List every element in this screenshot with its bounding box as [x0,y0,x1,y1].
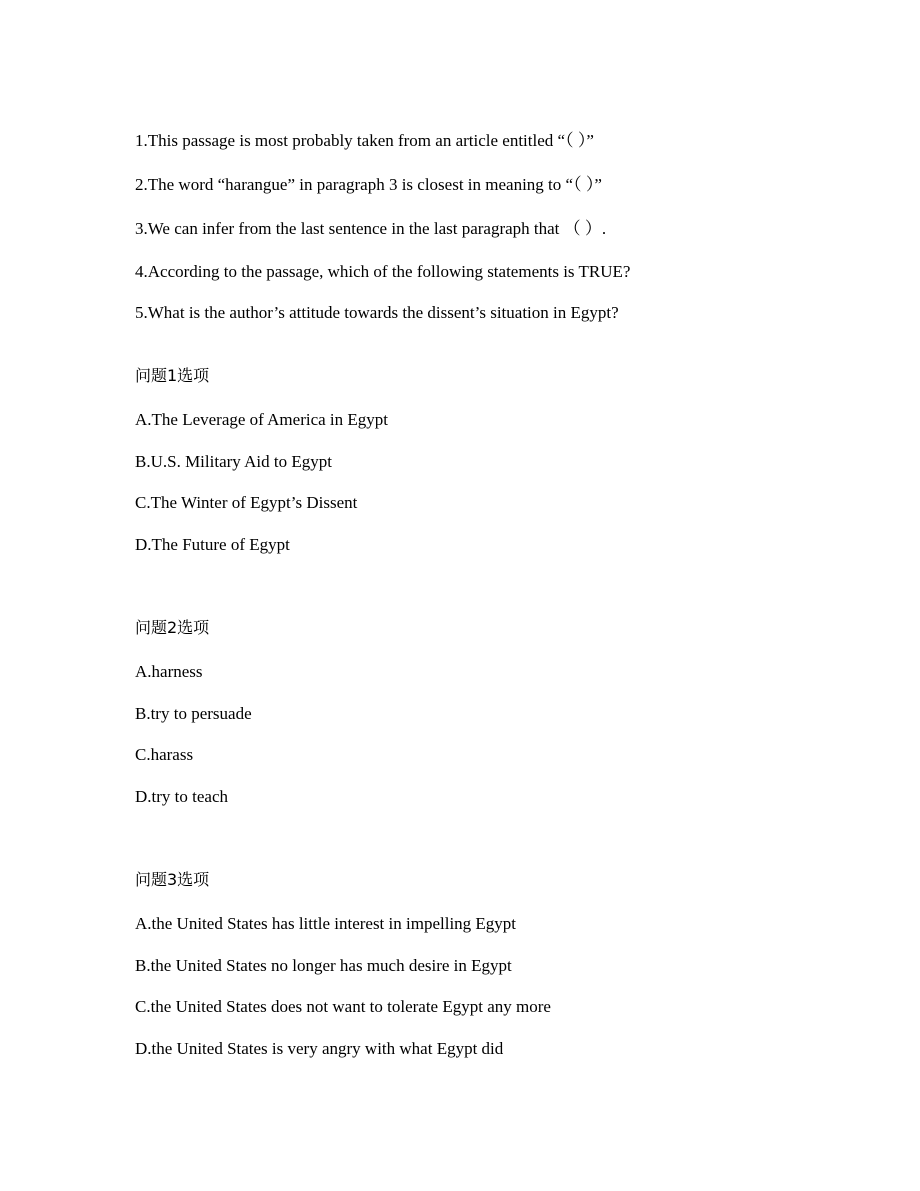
option-q1-a: A.The Leverage of America in Egypt [135,410,389,429]
question-5: 5.What is the author’s attitude towards the dissent’s situation in Egypt? [135,303,619,322]
option-q3-a: A.the United States has little interest in impelling Egypt [135,914,517,933]
question-2: 2.The word “harangue” in paragraph 3 is closest in meaning to “（ ）” [135,175,602,194]
question-1: 1.This passage is most probably taken from an article entitled “（ ）” [135,131,594,150]
option-q1-b: B.U.S. Military Aid to Egypt [135,452,332,471]
option-q3-c: C.the United States does not want to tolerate Egypt any more [135,997,551,1016]
option-q2-c: C.harass [135,745,194,764]
question-4: 4.According to the passage, which of the following statements is TRUE? [135,262,631,281]
option-q3-b: B.the United States no longer has much desire in Egypt [135,956,512,975]
options-heading-q1: 问题1选项 [135,366,210,385]
option-q2-a: A.harness [135,662,203,681]
option-q3-d: D.the United States is very angry with what Egypt did [135,1039,504,1058]
option-q2-d: D.try to teach [135,787,228,806]
option-q1-d: D.The Future of Egypt [135,535,290,554]
option-q1-c: C.The Winter of Egypt’s Dissent [135,493,358,512]
option-q2-b: B.try to persuade [135,704,252,723]
question-3: 3.We can infer from the last sentence in the last paragraph that （ ）. [135,219,607,238]
options-heading-q3: 问题3选项 [135,870,210,889]
options-heading-q2: 问题2选项 [135,618,210,637]
